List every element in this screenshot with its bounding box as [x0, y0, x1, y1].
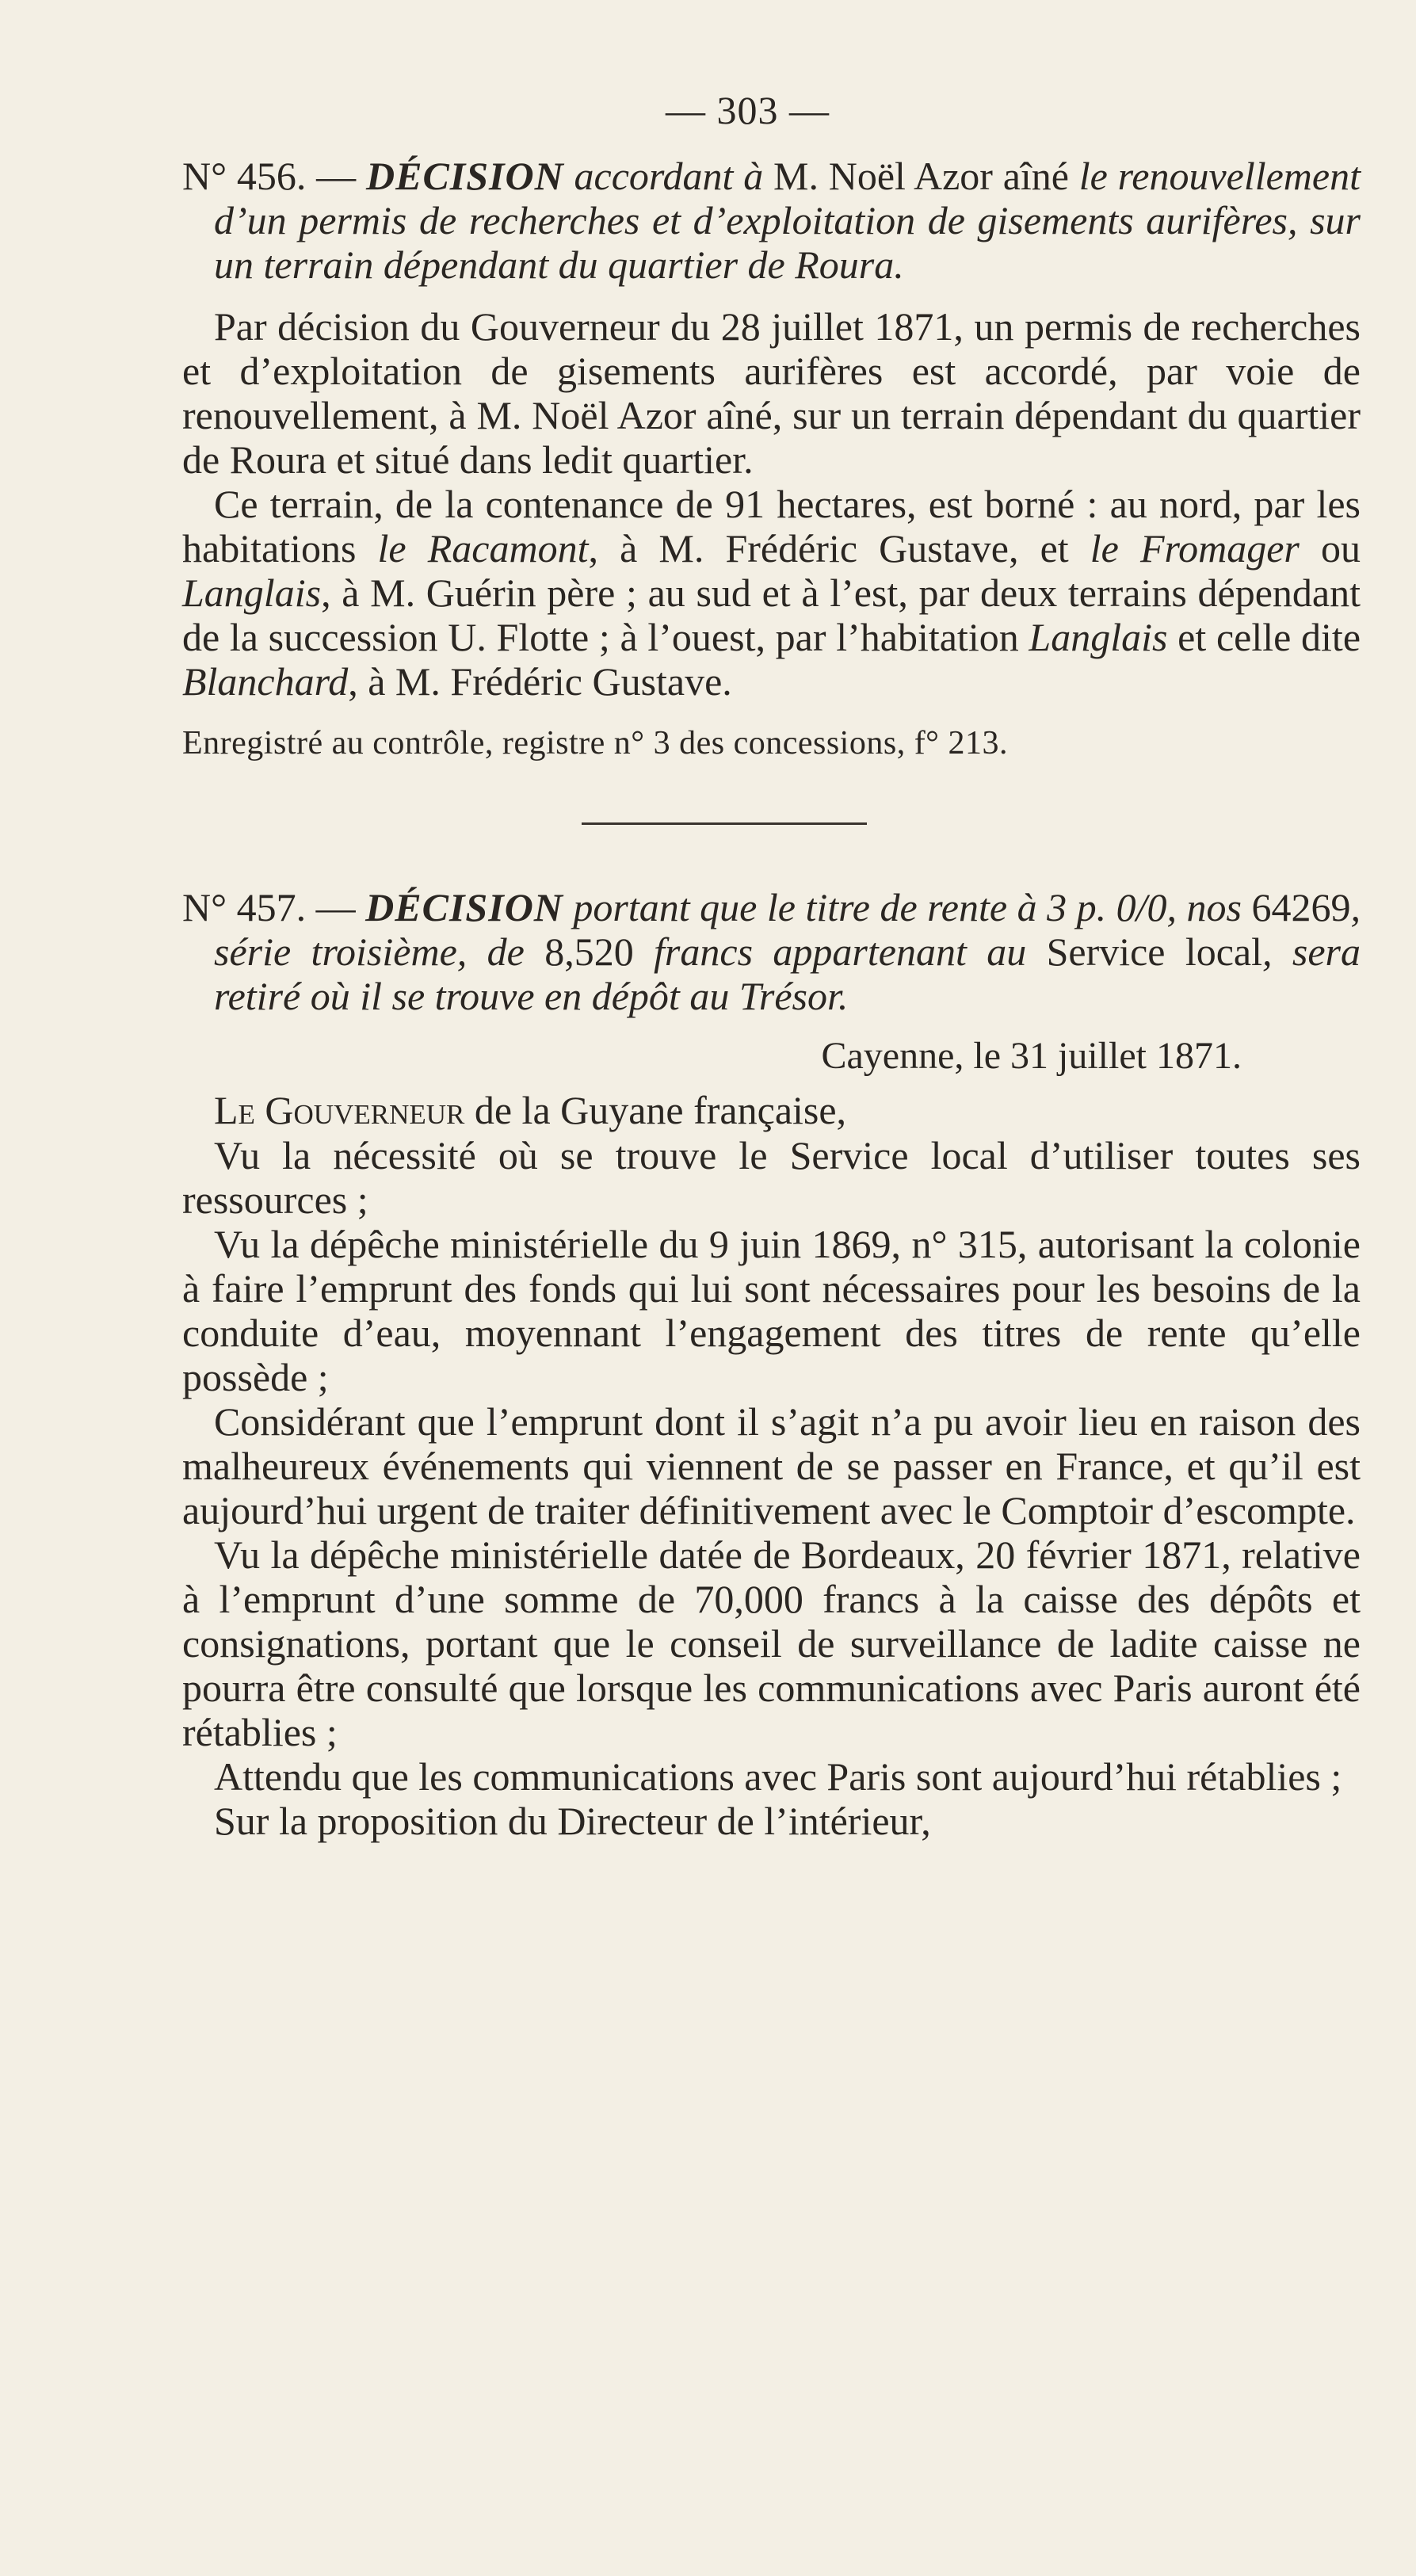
decision-456-keyword: DÉCISION	[365, 154, 564, 198]
decision-457-heading-part-d: , sera retiré où il se trouve en dépôt au Trésor.	[214, 929, 1361, 1018]
governor-title: Le Gouverneur	[214, 1088, 465, 1132]
para2-italic-1: le Racamont	[377, 526, 589, 571]
decision-456-heading-name: M. Noël Azor aîné	[773, 154, 1069, 198]
decision-457-heading-part-b: , série troisième, de	[214, 885, 1361, 974]
decision-456-heading-part-a: accordant à	[563, 154, 773, 198]
decision-457-keyword: DÉCISION	[365, 885, 563, 929]
decision-457-heading-part-a: portant que le titre de rente à 3 p. 0/0, nos	[563, 885, 1252, 929]
decision-457-heading-part-c: francs appartenant au	[633, 929, 1047, 974]
decision-457-paragraph-5: Attendu que les communications avec Paris sont aujourd’hui rétablies ;	[214, 1754, 1342, 1799]
governor-line	[182, 1087, 1361, 1133]
para2-text-a: Ce terrain, de la contenance de 91 hectares, est borné : au nord, par les habitations	[182, 482, 1361, 571]
decision-457-amount: 8,520	[544, 929, 634, 974]
decision-456-number: N° 456. —	[182, 154, 366, 198]
page-number: — 303 —	[666, 88, 830, 132]
decision-457	[182, 885, 1361, 1843]
section-divider	[582, 822, 867, 825]
para2-text-e: et celle dite	[1167, 615, 1361, 659]
decision-457-paragraph-4: Vu la dépêche ministérielle datée de Bordeaux, 20 février 1871, relative à l’emprunt d’une somme de 70,000 francs à la caisse des dépôts et consignations, portant que le conseil de surveillance de ladite caisse ne pourra être consulté que lorsque les communications avec Paris auront été rétablies ;	[182, 1532, 1361, 1754]
para2-text-d: , à M. Guérin père ; au sud et à l’est, par deux terrains dépendant de la succession U. Flotte ; à l’ouest, par l’habitation	[182, 571, 1361, 659]
decision-457-paragraph-1: Vu la nécessité où se trouve le Service local d’utiliser toutes ses ressources ;	[182, 1133, 1361, 1222]
decision-456-paragraph-2	[182, 482, 1361, 704]
decision-456-heading	[182, 154, 1361, 287]
para2-italic-4: Langlais	[1029, 615, 1168, 659]
registration-note: Enregistré au contrôle, registre n° 3 des concessions, f° 213.	[182, 725, 1008, 761]
para2-italic-5: Blanchard	[182, 659, 349, 704]
decision-456-paragraph-1: Par décision du Gouverneur du 28 juillet 1871, un permis de recherches et d’exploitation de gisements aurifères est accordé, par voie de renouvellement, à M. Noël Azor aîné, sur un terrain dépendant du quartier de Roura et situé dans ledit quartier.	[182, 304, 1361, 482]
decision-457-number: N° 457. —	[182, 885, 366, 929]
governor-rest: de la Guyane française,	[464, 1088, 847, 1132]
decision-457-paragraph-2: Vu la dépêche ministérielle du 9 juin 1869, n° 315, autorisant la colonie à faire l’emprunt des fonds qui lui sont nécessaires pour les besoins de la conduite d’eau, moyennant l’engagement des titres de rente qu’elle possède ;	[182, 1222, 1361, 1399]
decision-457-paragraph-3: Considérant que l’emprunt dont il s’agit n’a pu avoir lieu en raison des malheureux événements qui viennent de se passer en France, et qu’il est aujourd’hui urgent de traiter définitivement avec le Comptoir d’escompte.	[182, 1399, 1361, 1532]
date-line: Cayenne, le 31 juillet 1871.	[821, 1035, 1242, 1077]
para2-italic-2: le Fromager	[1090, 526, 1300, 571]
decision-457-paragraph-6: Sur la proposition du Directeur de l’intérieur,	[214, 1799, 931, 1843]
decision-457-service: Service local	[1046, 929, 1263, 974]
decision-456	[182, 154, 1361, 762]
decision-456-heading-part-b: le renouvellement d’un permis de recherches et d’exploitation de gisements aurifères, sur un terrain dépendant du quartier de Roura.	[214, 154, 1361, 287]
decision-457-heading	[182, 885, 1361, 1018]
para2-italic-3: Langlais	[182, 571, 322, 615]
para2-text-f: , à M. Frédéric Gustave.	[348, 659, 732, 704]
para2-text-b: , à M. Frédéric Gustave, et	[588, 526, 1090, 571]
decision-457-title-number: 64269	[1251, 885, 1351, 929]
para2-text-c: ou	[1299, 526, 1361, 571]
